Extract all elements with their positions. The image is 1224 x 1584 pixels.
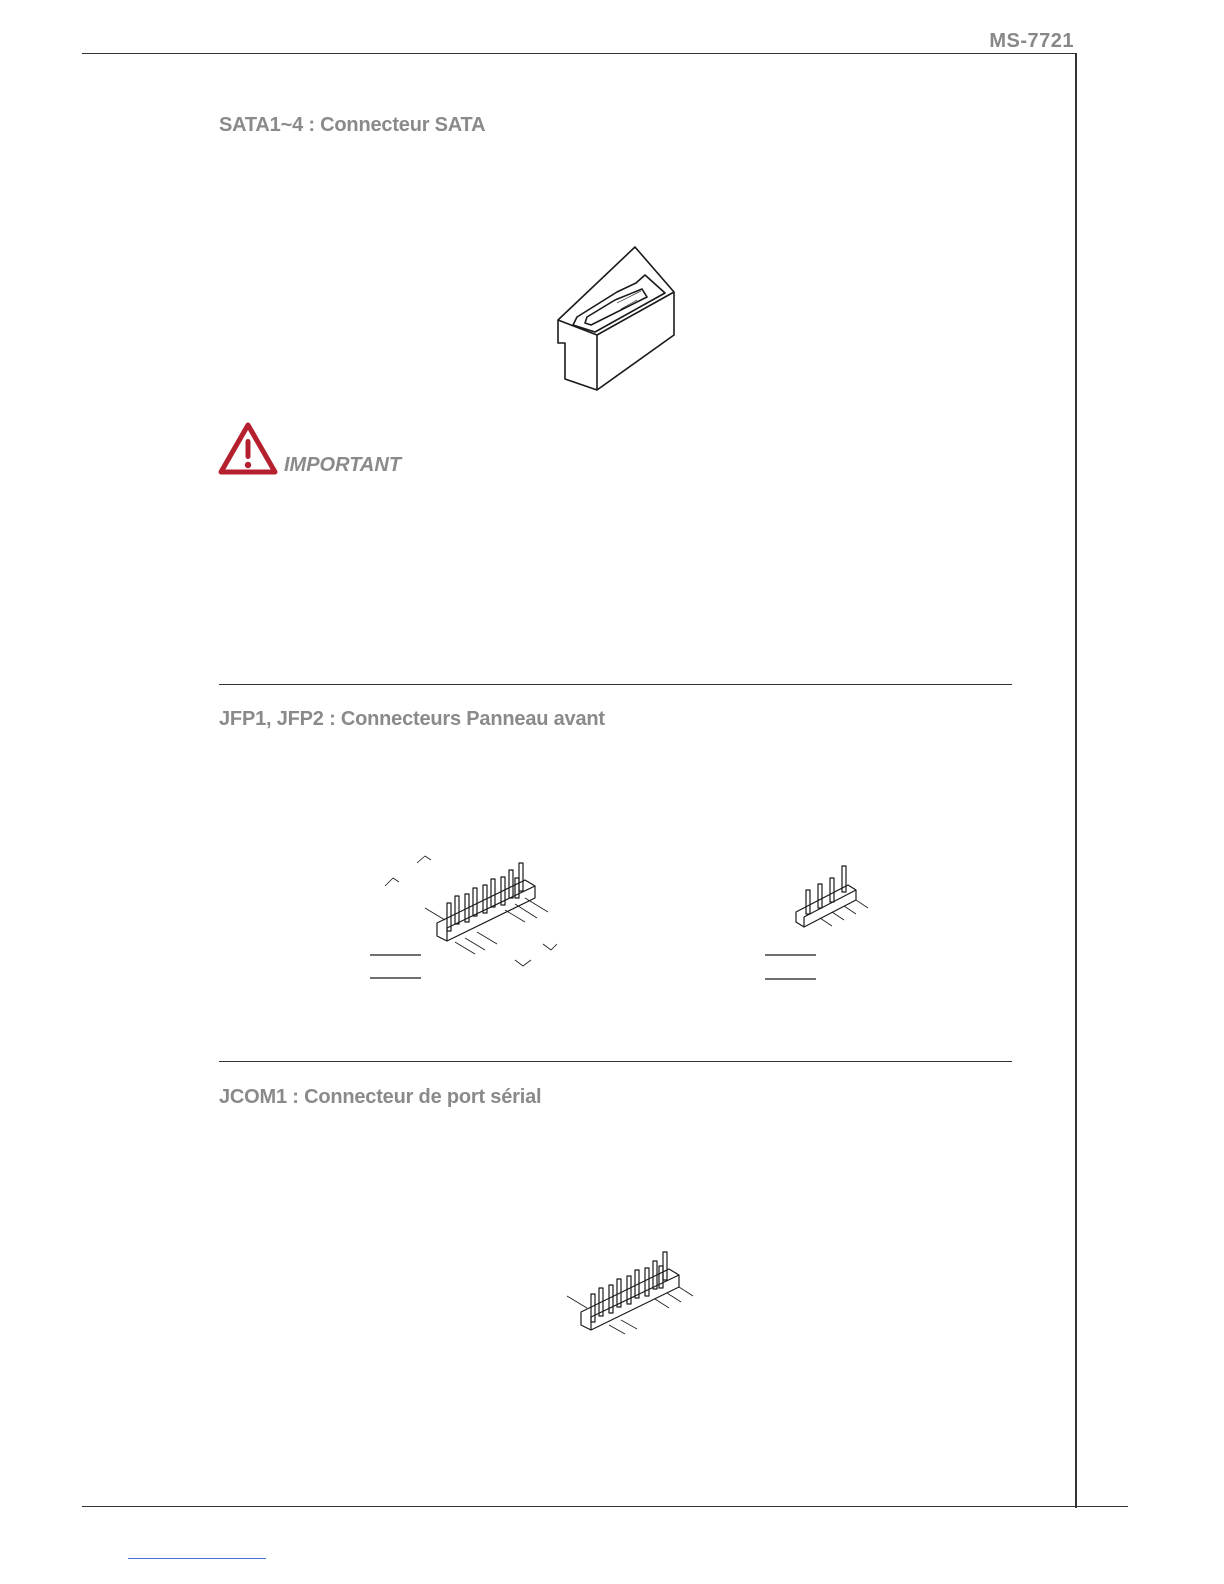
- warning-triangle-icon: [218, 422, 278, 476]
- sata-section-title: SATA1~4 : Connecteur SATA: [219, 114, 486, 136]
- jcom1-pin-header-icon: [565, 1248, 700, 1338]
- sata-connector-icon: [555, 245, 680, 395]
- section-divider-1: [219, 684, 1012, 685]
- important-label: IMPORTANT: [284, 454, 402, 476]
- bottom-divider: [82, 1506, 1128, 1507]
- jfp1-pin-header-icon: [365, 848, 580, 983]
- footer-link-underline: [128, 1558, 266, 1559]
- jfp2-pin-header-icon: [760, 860, 875, 985]
- model-number: MS-7721: [989, 30, 1074, 52]
- section-divider-2: [219, 1061, 1012, 1062]
- jfp-section-title: JFP1, JFP2 : Connecteurs Panneau avant: [219, 708, 605, 730]
- top-divider: [82, 53, 1076, 54]
- jcom-section-title: JCOM1 : Connecteur de port sérial: [219, 1086, 542, 1108]
- important-notice: [218, 422, 402, 478]
- right-border: [1075, 53, 1077, 1508]
